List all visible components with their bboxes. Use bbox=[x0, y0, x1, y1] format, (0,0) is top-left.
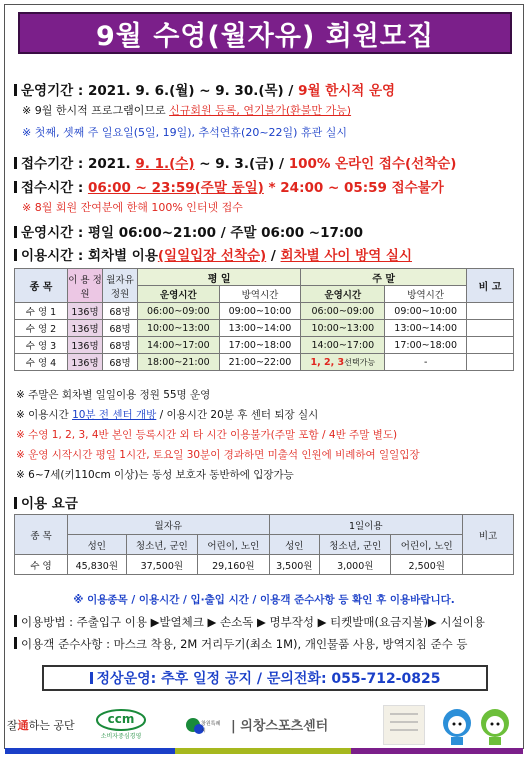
table-row: 수 영 4 136명 68명 18:00~21:00 21:00~22:00 1, 2, 3선택가능 - bbox=[15, 354, 514, 371]
rules-line: 이용객 준수사항 : 마스크 착용, 2M 거리두기(최소 1M), 개인물품 사용, 방역지침 준수 등 bbox=[14, 636, 468, 652]
col-we-dis: 방역시간 bbox=[385, 286, 467, 303]
mascot-icon bbox=[437, 703, 521, 747]
bullet-bar-icon bbox=[90, 672, 93, 684]
fee-col-monthly: 월자유 bbox=[68, 515, 270, 535]
slogan: 잘通하는 공단 bbox=[7, 719, 75, 732]
bullet-bar-icon bbox=[14, 637, 17, 649]
bullet-bar-icon bbox=[14, 615, 17, 627]
bullet-bar-icon bbox=[14, 181, 17, 193]
table-row: 수 영 2 136명 68명 10:00~13:00 13:00~14:00 10:00~13:00 13:00~14:00 bbox=[15, 320, 514, 337]
period-note-2: ※ 첫째, 셋째 주 일요일(5일, 19일), 추석연휴(20~22일) 휴관 실시 bbox=[22, 126, 347, 139]
ccm-logo: ccm 소비자중심경영 bbox=[95, 709, 147, 739]
col-weekday: 평 일 bbox=[138, 269, 301, 286]
table-row: 수 영 45,830원 37,500원 29,160원 3,500원 3,000원 2,500원 bbox=[15, 555, 514, 575]
col-note: 비 고 bbox=[467, 269, 514, 303]
schedule-note-2: ※ 이용시간 10분 전 센터 개방 / 이용시간 20분 후 센터 퇴장 실시 bbox=[16, 409, 319, 421]
fee-title: 이용 요금 bbox=[14, 492, 78, 512]
col-wd-op: 운영시간 bbox=[138, 286, 220, 303]
center-name: | 의창스포츠센터 bbox=[231, 719, 329, 734]
period-note-1: ※ 9월 한시적 프로그램이므로 신규회원 등록, 연기불가(환불만 가능) bbox=[22, 104, 352, 117]
col-wd-dis: 방역시간 bbox=[219, 286, 301, 303]
col-we-op: 운영시간 bbox=[301, 286, 385, 303]
schedule-table bbox=[14, 268, 514, 371]
contact-box: 정상운영: 추후 일정 공지 / 문의전화: 055-712-0825 bbox=[42, 665, 488, 691]
fee-col-item: 종 목 bbox=[15, 515, 68, 555]
page-title: 9월 수영(월자유) 회원모집 bbox=[95, 20, 435, 52]
decor-panel-icon bbox=[383, 705, 425, 745]
table-row: 수 영 3 136명 68명 14:00~17:00 17:00~18:00 14:00~17:00 17:00~18:00 bbox=[15, 337, 514, 354]
usage-line: 이용시간 : 회차별 이용(일일입장 선착순) / 회차별 사이 방역 실시 bbox=[14, 244, 412, 264]
table-row: 수 영 1 136명 68명 06:00~09:00 09:00~10:00 06:00~09:00 09:00~10:00 bbox=[15, 303, 514, 320]
title-banner bbox=[18, 12, 512, 54]
notice-text: ※ 이용종목 / 이용시간 / 입·출입 시간 / 이용객 준수사항 등 확인 후 이용바랍니다. bbox=[73, 594, 455, 606]
reception-line: 접수기간 : 2021. 9. 1.(수) ~ 9. 3.(금) / 100% 온라인 접수(선착순) bbox=[14, 152, 456, 172]
bullet-bar-icon bbox=[14, 249, 17, 261]
reception-time-line: 접수시간 : 06:00 ~ 23:59(주말 동일) * 24:00 ~ 05:59 접수불가 bbox=[14, 176, 444, 196]
bullet-bar-icon bbox=[14, 226, 17, 238]
operation-line: 운영시간 : 평일 06:00~21:00 / 주말 06:00 ~17:00 bbox=[14, 221, 363, 241]
period-limited: 9월 한시적 운영 bbox=[298, 83, 396, 99]
reception-note: ※ 8월 회원 잔여분에 한해 100% 인터넷 접수 bbox=[22, 201, 243, 214]
schedule-note-5: ※ 6~7세(키110cm 이상)는 동성 보호자 동반하에 입장가능 bbox=[16, 469, 294, 481]
col-item: 종 목 bbox=[15, 269, 68, 303]
fee-table: 종 목 월자유 1일이용 비고 성인 청소년, 군인 어린이, 노인 성인 청소년, 군인 어린이, 노인 수 영 45,830원 37,500원 29,160원 3,500원 3,000원 2,500원 bbox=[14, 514, 514, 575]
bullet-bar-icon bbox=[14, 84, 17, 96]
schedule-note-3: ※ 수영 1, 2, 3, 4반 본인 등록시간 외 타 시간 이용불가(주말 포함 / 4반 주말 별도) bbox=[16, 429, 398, 441]
col-weekend: 주 말 bbox=[301, 269, 467, 286]
col-monthly: 월자유 정원 bbox=[103, 269, 138, 303]
fee-col-note: 비고 bbox=[463, 515, 514, 555]
schedule-note-1: ※ 주말은 회차별 일일이용 정원 55명 운영 bbox=[16, 389, 211, 401]
period-line: 운영기간 : 2021. 9. 6.(월) ~ 9. 30.(목) / 9월 한시적 운영 bbox=[14, 79, 395, 99]
footer-color-bar bbox=[5, 748, 523, 754]
bullet-bar-icon bbox=[14, 157, 17, 169]
bullet-bar-icon bbox=[14, 497, 17, 509]
col-capacity: 이 용 정 원 bbox=[68, 269, 103, 303]
city-logo: 창원특례시 bbox=[183, 711, 223, 739]
footer bbox=[5, 703, 523, 747]
fee-col-daily: 1일이용 bbox=[269, 515, 462, 535]
method-line: 이용방법 : 주출입구 이용 ▶발열체크 ▶ 손소독 ▶ 명부작성 ▶ 티켓발매(요금지불)▶ 시설이용 bbox=[14, 614, 485, 630]
schedule-note-4: ※ 운영 시작시간 평일 1시간, 토요일 30분이 경과하면 미출석 인원에 비례하여 일일입장 bbox=[16, 449, 420, 461]
